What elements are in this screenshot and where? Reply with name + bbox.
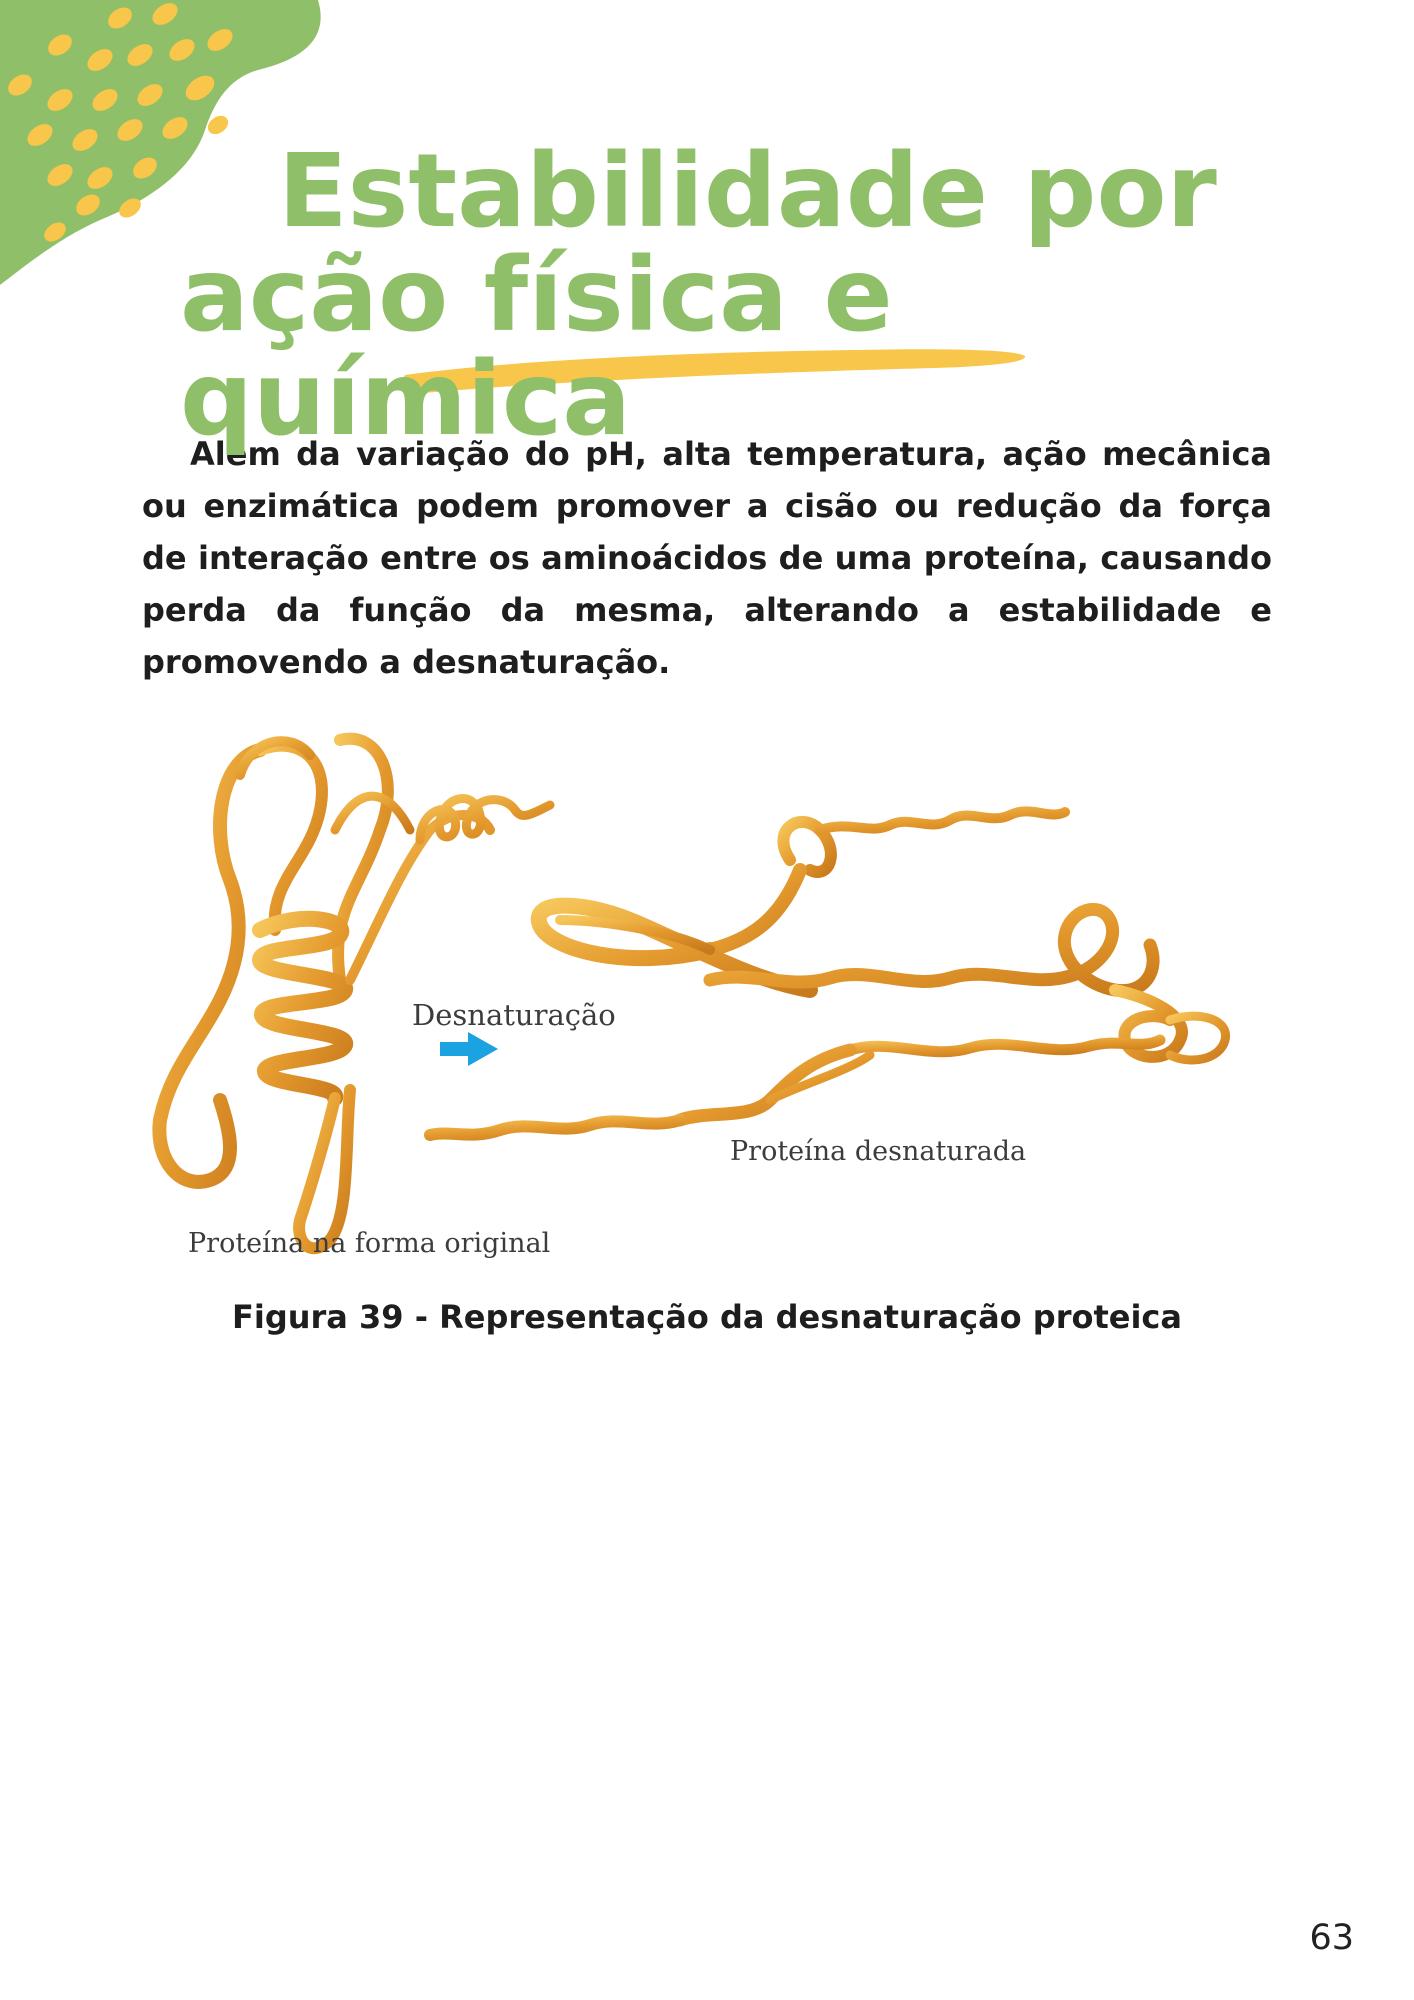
figure-caption: Figura 39 - Representação da desnaturação proteica	[232, 1298, 1182, 1336]
title-line-2: ação física e química	[180, 236, 893, 459]
body-paragraph: Além da variação do pH, alta temperatura, ação mecânica ou enzimática podem promover a cisão ou redução da força de interação entre os aminoácidos de uma proteína, causando perda da função da mesma, alterando a estabilidade e promovendo a desnaturação.	[142, 435, 1272, 681]
page-number: 63	[1309, 1918, 1354, 1958]
page-title	[170, 132, 1300, 459]
denatured-protein-icon	[430, 811, 1226, 1135]
denaturation-figure	[150, 720, 1270, 1280]
denaturation-illustration	[150, 720, 1270, 1280]
arrow-right-icon	[440, 1032, 498, 1066]
denatured-protein-label: Proteína desnaturada	[730, 1136, 1027, 1167]
original-protein-label: Proteína na forma original	[188, 1228, 551, 1259]
title-line-1: Estabilidade por	[278, 132, 1217, 251]
folded-protein-icon	[159, 739, 550, 1249]
denaturation-label: Desnaturação	[412, 998, 616, 1032]
